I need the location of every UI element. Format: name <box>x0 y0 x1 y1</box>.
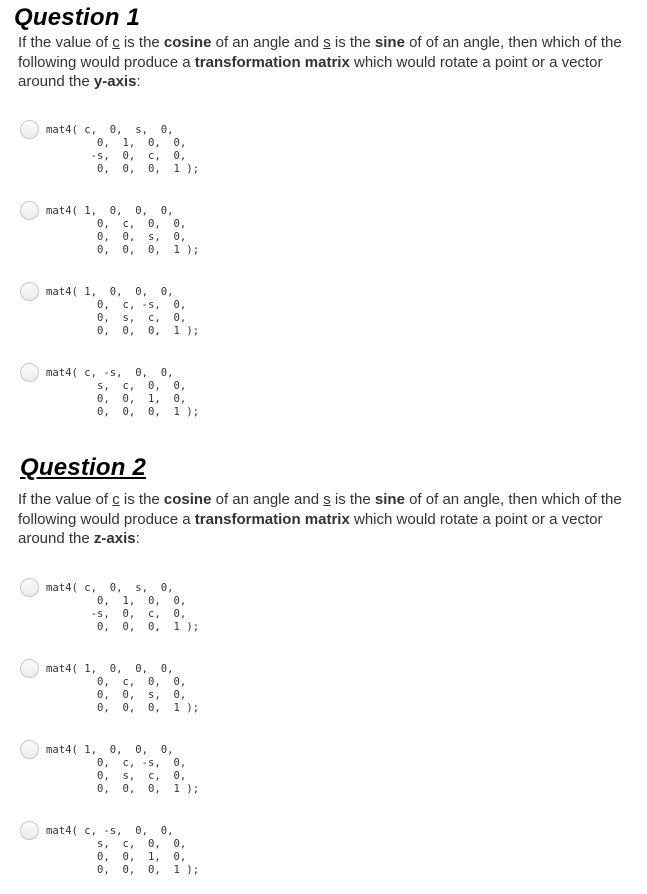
radio-button[interactable] <box>20 282 39 301</box>
radio-button[interactable] <box>20 659 39 678</box>
q2-option-1[interactable] <box>20 578 280 644</box>
matrix-code: mat4( 1, 0, 0, 0, 0, c, -s, 0, 0, s, c, 0, 0, 0, 0, 1 ); <box>46 744 200 795</box>
c-variable: c <box>112 491 120 508</box>
q1-option-3[interactable] <box>20 282 280 348</box>
question-1-title: Question 1 <box>14 4 141 31</box>
radio-button[interactable] <box>20 201 39 220</box>
matrix-code: mat4( 1, 0, 0, 0, 0, c, -s, 0, 0, s, c, 0, 0, 0, 0, 1 ); <box>46 286 200 337</box>
s-variable: s <box>323 491 331 508</box>
radio-button[interactable] <box>20 578 39 597</box>
matrix-code: mat4( c, 0, s, 0, 0, 1, 0, 0, -s, 0, c, 0, 0, 0, 0, 1 ); <box>46 124 200 175</box>
matrix-code: mat4( 1, 0, 0, 0, 0, c, 0, 0, 0, 0, s, 0, 0, 0, 0, 1 ); <box>46 205 200 256</box>
q1-option-2[interactable] <box>20 201 280 267</box>
q1-option-1[interactable] <box>20 120 280 186</box>
c-variable: c <box>112 34 120 51</box>
matrix-code: mat4( 1, 0, 0, 0, 0, c, 0, 0, 0, 0, s, 0, 0, 0, 0, 1 ); <box>46 663 200 714</box>
q2-option-3[interactable] <box>20 740 280 806</box>
matrix-code: mat4( c, 0, s, 0, 0, 1, 0, 0, -s, 0, c, 0, 0, 0, 0, 1 ); <box>46 582 200 633</box>
q2-option-4[interactable] <box>20 821 280 887</box>
q1-option-4[interactable] <box>20 363 280 429</box>
radio-button[interactable] <box>20 120 39 139</box>
radio-button[interactable] <box>20 363 39 382</box>
axis-label: z-axis <box>93 530 136 547</box>
question-1-prompt: If the value of c is the cosine of an angle and s is the sine of of an angle, then which of the following would produce a transformation matrix which would rotate a point or a vector around the y-axis: <box>18 34 622 90</box>
question-2-prompt: If the value of c is the cosine of an angle and s is the sine of of an angle, then which of the following would produce a transformation matrix which would rotate a point or a vector around the z-axis: <box>18 491 622 547</box>
matrix-code: mat4( c, -s, 0, 0, s, c, 0, 0, 0, 0, 1, 0, 0, 0, 0, 1 ); <box>46 367 200 418</box>
axis-label: y-axis <box>93 73 137 90</box>
s-variable: s <box>323 34 331 51</box>
radio-button[interactable] <box>20 740 39 759</box>
matrix-code: mat4( c, -s, 0, 0, s, c, 0, 0, 0, 0, 1, 0, 0, 0, 0, 1 ); <box>46 825 200 876</box>
q2-option-2[interactable] <box>20 659 280 725</box>
radio-button[interactable] <box>20 821 39 840</box>
question-2-title: Question 2 <box>20 454 147 481</box>
